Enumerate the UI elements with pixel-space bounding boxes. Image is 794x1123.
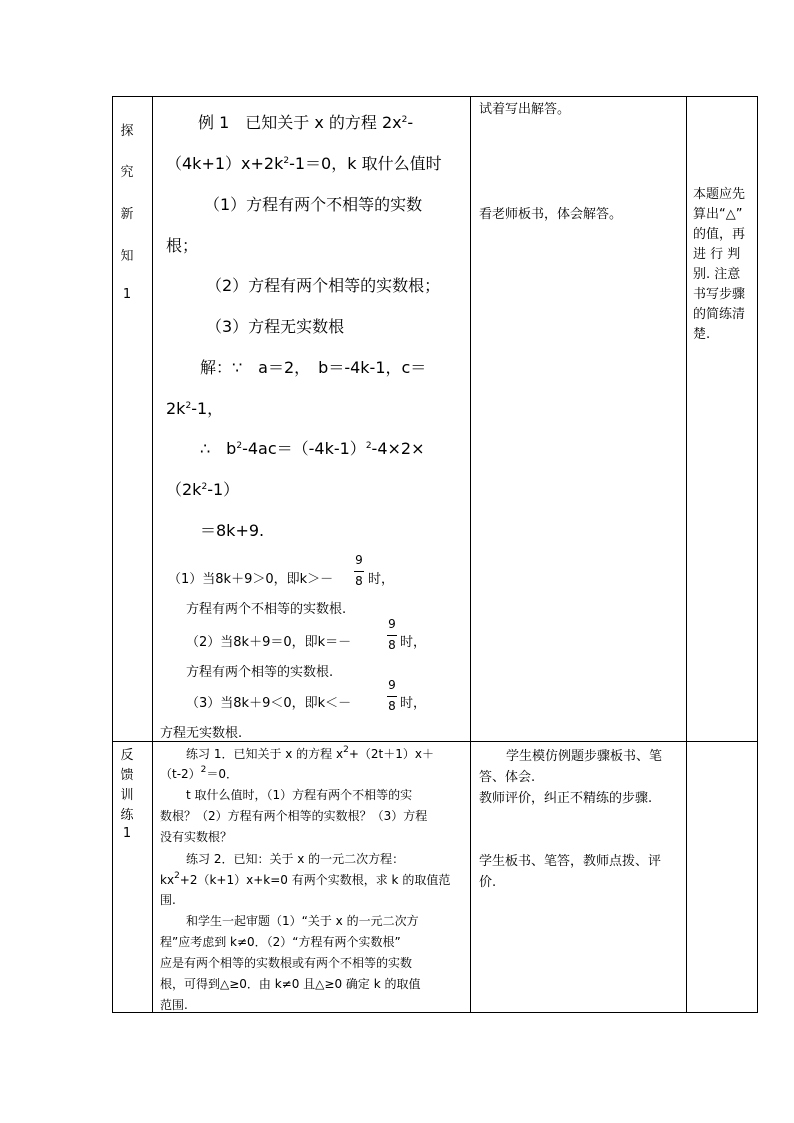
analysis-line-4: 根，可得到△≥0．由 k≠0 且△≥0 确定 k 的取值 [160,977,421,991]
fraction-bar [354,571,364,572]
analysis-line-3: 应是有两个相等的实数根或有两个不相等的实数 [160,956,413,970]
note-line: 的值，再 [693,227,746,242]
analysis-line-1: 和学生一起审题（1）“关于 x 的一元二次方 [186,914,419,928]
section-char: 练 [120,808,134,823]
fraction-numerator: 9 [355,553,363,567]
note-line: 进 行 判 [693,247,741,262]
section-char: 知 [120,249,134,264]
case-3-result: 方程无实数根. [160,726,243,741]
fraction-bar [387,696,397,697]
analysis-line-5: 范围. [160,998,188,1012]
exercise-1-line-3: t 取什么值时，（1）方程有两个不相等的实 [186,788,413,802]
case-2-result: 方程有两个相等的实数根. [186,665,334,680]
activity-line: 学生板书、笔答，教师点拨、评 [479,854,662,869]
question-2: （2）方程有两个相等的实数根； [206,276,441,295]
case-3-suffix: 时， [400,696,427,711]
column-divider-1 [152,96,153,1013]
section-char: 探 [120,124,134,139]
discriminant-line-2: $(2k^2-1)$ [166,480,240,499]
section-char: 馈 [120,768,134,783]
section-char: 新 [120,207,134,222]
case-1-condition: （1）当8k＋9＞0，即k＞－ [168,572,334,587]
analysis-line-2: 程”应考虑到 k≠0．（2）“方程有两个实数根” [160,935,401,949]
section-char: 反 [120,748,134,763]
exercise-1-line-1: 练习 1．已知关于 x 的方程 $x^2+(2t+1)x+$ [186,745,434,761]
student-activity-2: 看老师板书，体会解答。 [479,207,623,222]
section-char: 1 [122,287,132,302]
fraction-denominator: 8 [355,574,363,588]
exercise-2-line-3: 围. [160,893,176,907]
note-line: 本题应先 [693,187,746,202]
case-1-suffix: 时， [368,572,395,587]
case-1-result: 方程有两个不相等的实数根. [186,602,347,617]
solution-line-1: 解：∵ a＝2， b＝-4k-1，c＝ [200,358,427,377]
discriminant-result: ＝8k+9. [200,521,265,540]
exercise-1-line-4: 数根？（2）方程有两个相等的实数根？（3）方程 [160,809,428,823]
activity-line: 学生模仿例题步骤板书、笔 [506,749,663,764]
note-line: 算出“△” [693,207,743,222]
note-line: 的简练清 [693,307,746,322]
question-1-cont: 根； [166,236,199,255]
case-2-suffix: 时， [400,635,427,650]
note-line: 别. 注意 [693,267,741,282]
activity-line: 答、体会. [479,770,536,785]
column-divider-3 [686,96,687,1013]
example-title: 例 1 已知关于 x 的方程 $2x^2-$ [198,113,414,132]
row-divider [112,741,758,742]
note-line: 楚. [693,327,711,342]
section-char: 1 [122,826,132,841]
fraction-numerator: 9 [388,678,396,692]
question-3: （3）方程无实数根 [206,317,345,336]
discriminant-line-1: ∴ $b^2-4ac=(-4k-1)^2-4\times 2\times$ [200,439,425,458]
exercise-2-line-2: $kx^2+2(k+1)x+k=0$ 有两个实数根，求 k 的取值范 [160,871,451,887]
exercise-2-line-1: 练习 2．已知：关于 x 的一元二次方程： [186,852,405,866]
section-char: 训 [120,788,134,803]
example-line-2: $(4k+1)x+2k^2-1=0$，k 取什么值时 [166,154,442,173]
exercise-1-line-2: $(t-2)^2=0$． [160,765,239,781]
question-1: （1）方程有两个不相等的实数 [204,195,423,214]
case-3-condition: （3）当8k＋9＜0，即k＜－ [186,696,352,711]
solution-line-2: $2k^2-1$， [166,399,224,418]
fraction-numerator: 9 [388,617,396,631]
activity-line: 教师评价，纠正不精练的步骤. [479,791,653,806]
student-activity-1: 试着写出解答。 [479,102,571,117]
case-2-condition: （2）当8k＋9＝0，即k＝－ [186,635,352,650]
fraction-bar [387,635,397,636]
section-char: 究 [120,165,134,180]
fraction-denominator: 8 [388,699,396,713]
note-line: 书写步骤 [693,287,746,302]
column-divider-2 [470,96,471,1013]
fraction-denominator: 8 [388,638,396,652]
activity-line: 价. [479,875,497,890]
exercise-1-line-5: 没有实数根？ [160,830,233,844]
